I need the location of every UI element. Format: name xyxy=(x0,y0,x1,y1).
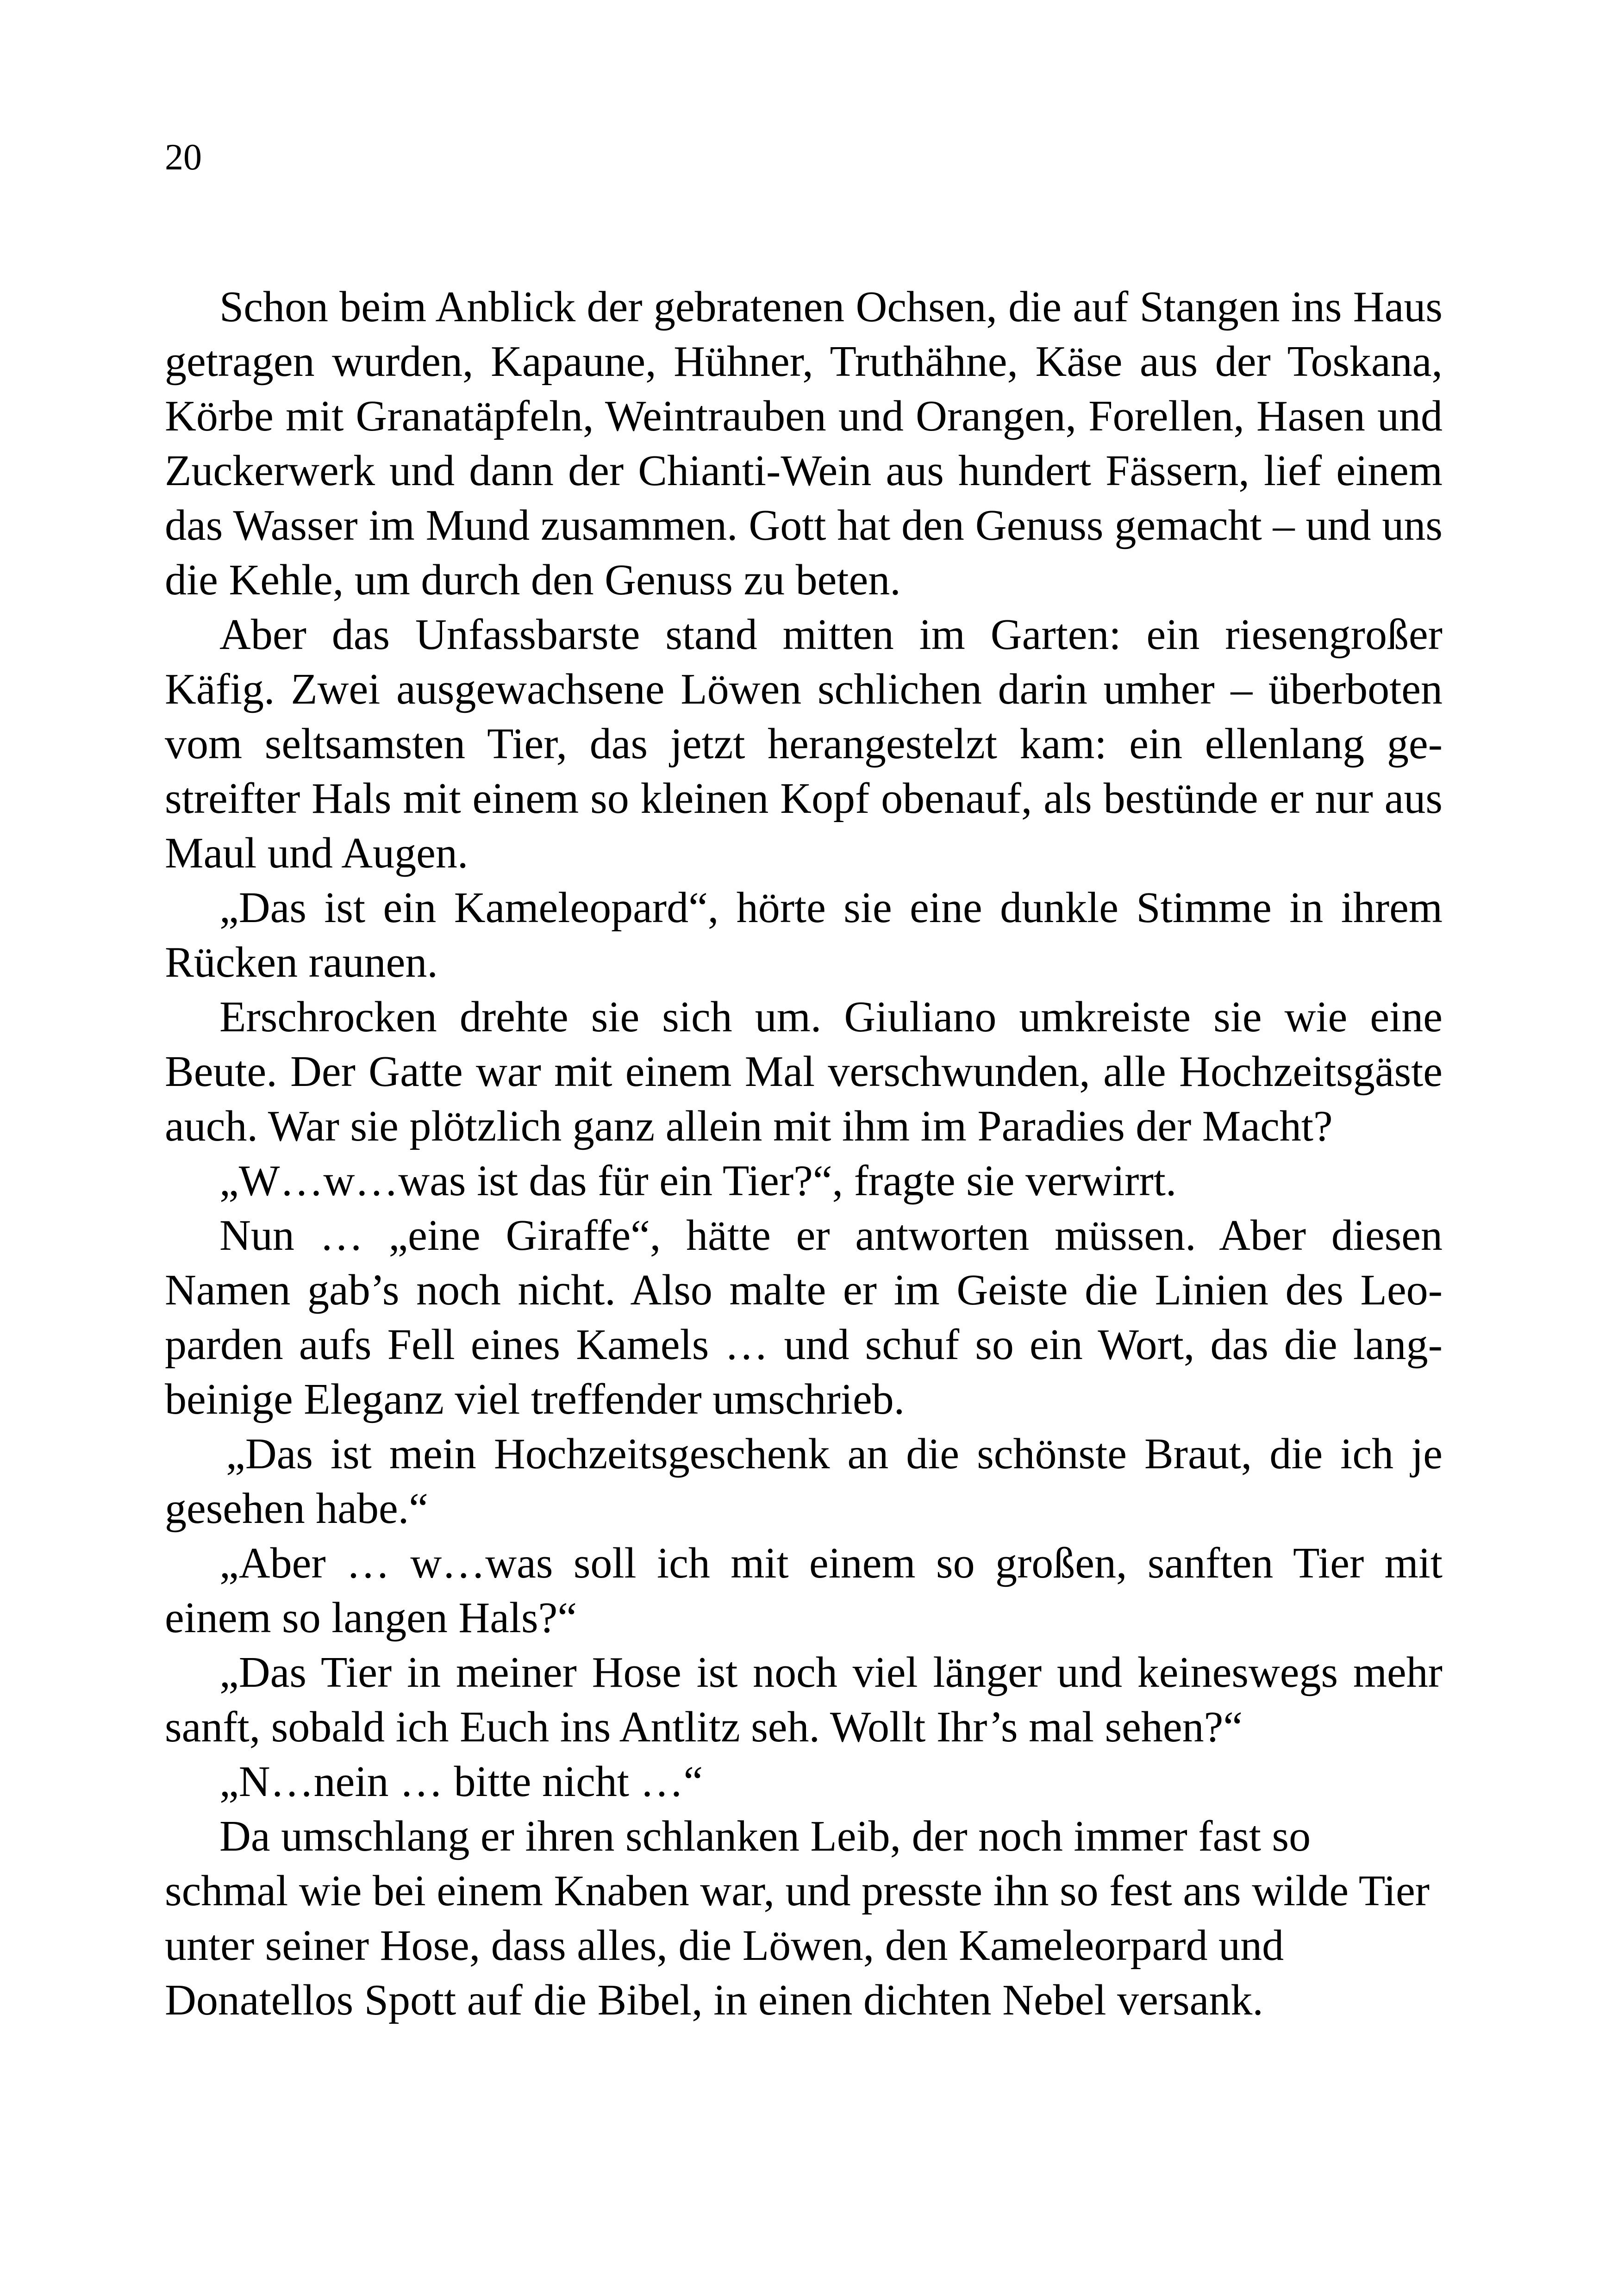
paragraph-kameleopard: „Das ist ein Kameleopard“, hörte sie eine dunkle Stimme in ihrem Rücken raunen. xyxy=(165,884,1443,986)
paragraph-giraffe: Nun … „eine Giraffe“, hätte er antworten müssen. Aber diesen Namen gab’s noch nicht. Also malte er im Geiste die Linien des Leoparden aufs Fell eines Kamels … und schuf so ein Wort, das die langbeinige Eleganz viel treffender umschrieb. xyxy=(165,1211,1443,1423)
paragraph-gift: „Das ist mein Hochzeitsgeschenk an die schönste Braut, die ich je gesehen habe.“ xyxy=(165,1430,1443,1533)
paragraph-refusal: „N…nein … bitte nicht …“ xyxy=(219,1758,703,1806)
paragraph-long-neck: „Aber … w…was soll ich mit einem so großen, sanften Tier mit einem so langen Hals?“ xyxy=(165,1539,1443,1642)
paragraph-cage: Aber das Unfassbarste stand mitten im Garten: ein riesengroßer Käfig. Zwei ausgewachsene Löwen schlichen darin umher – überboten vom seltsamsten Tier, das jetzt herangestelzt kam: ein ellenlang gestreifter Hals mit einem so kleinen Kopf obenauf, als bestünde er nur aus Maul und Augen. xyxy=(165,611,1443,877)
paragraph-embrace: Da umschlang er ihren schlanken Leib, der noch immer fast so schmal wie bei einem Knaben war, und presste ihn so fest ans wilde Tier unter seiner Hose, dass alles, die Löwen, den Kameleorpard und Donatellos Spott auf die Bibel, in einen dichten Nebel versank. xyxy=(165,1812,1430,2024)
body-text xyxy=(165,280,1443,2027)
paragraph-question: „W…w…was ist das für ein Tier?“, fragte sie verwirrt. xyxy=(219,1157,1177,1205)
paragraph-giuliano: Erschrocken drehte sie sich um. Giuliano umkreiste sie wie eine Beute. Der Gatte war mit einem Mal verschwunden, alle Hochzeitsgäste auch. War sie plötzlich ganz allein mit ihm im Paradies der Macht? xyxy=(165,993,1443,1150)
page-number: 20 xyxy=(165,137,202,178)
paragraph-banquet: Schon beim Anblick der gebratenen Ochsen, die auf Stangen ins Haus getragen wurden, Kapaune, Hühner, Truthähne, Käse aus der Toskana, Körbe mit Granatäpfeln, Weintrauben und Orangen, Forellen, Hasen und Zuckerwerk und dann der Chianti-Wein aus hundert Fässern, lief einem das Wasser im Mund zusammen. Gott hat den Genuss gemacht – und uns die Kehle, um durch den Genuss zu beten. xyxy=(165,283,1443,604)
paragraph-hose: „Das Tier in meiner Hose ist noch viel länger und keineswegs mehr sanft, sobald ich Euch ins Antlitz seh. Wollt Ihr’s mal sehen?“ xyxy=(165,1648,1443,1751)
